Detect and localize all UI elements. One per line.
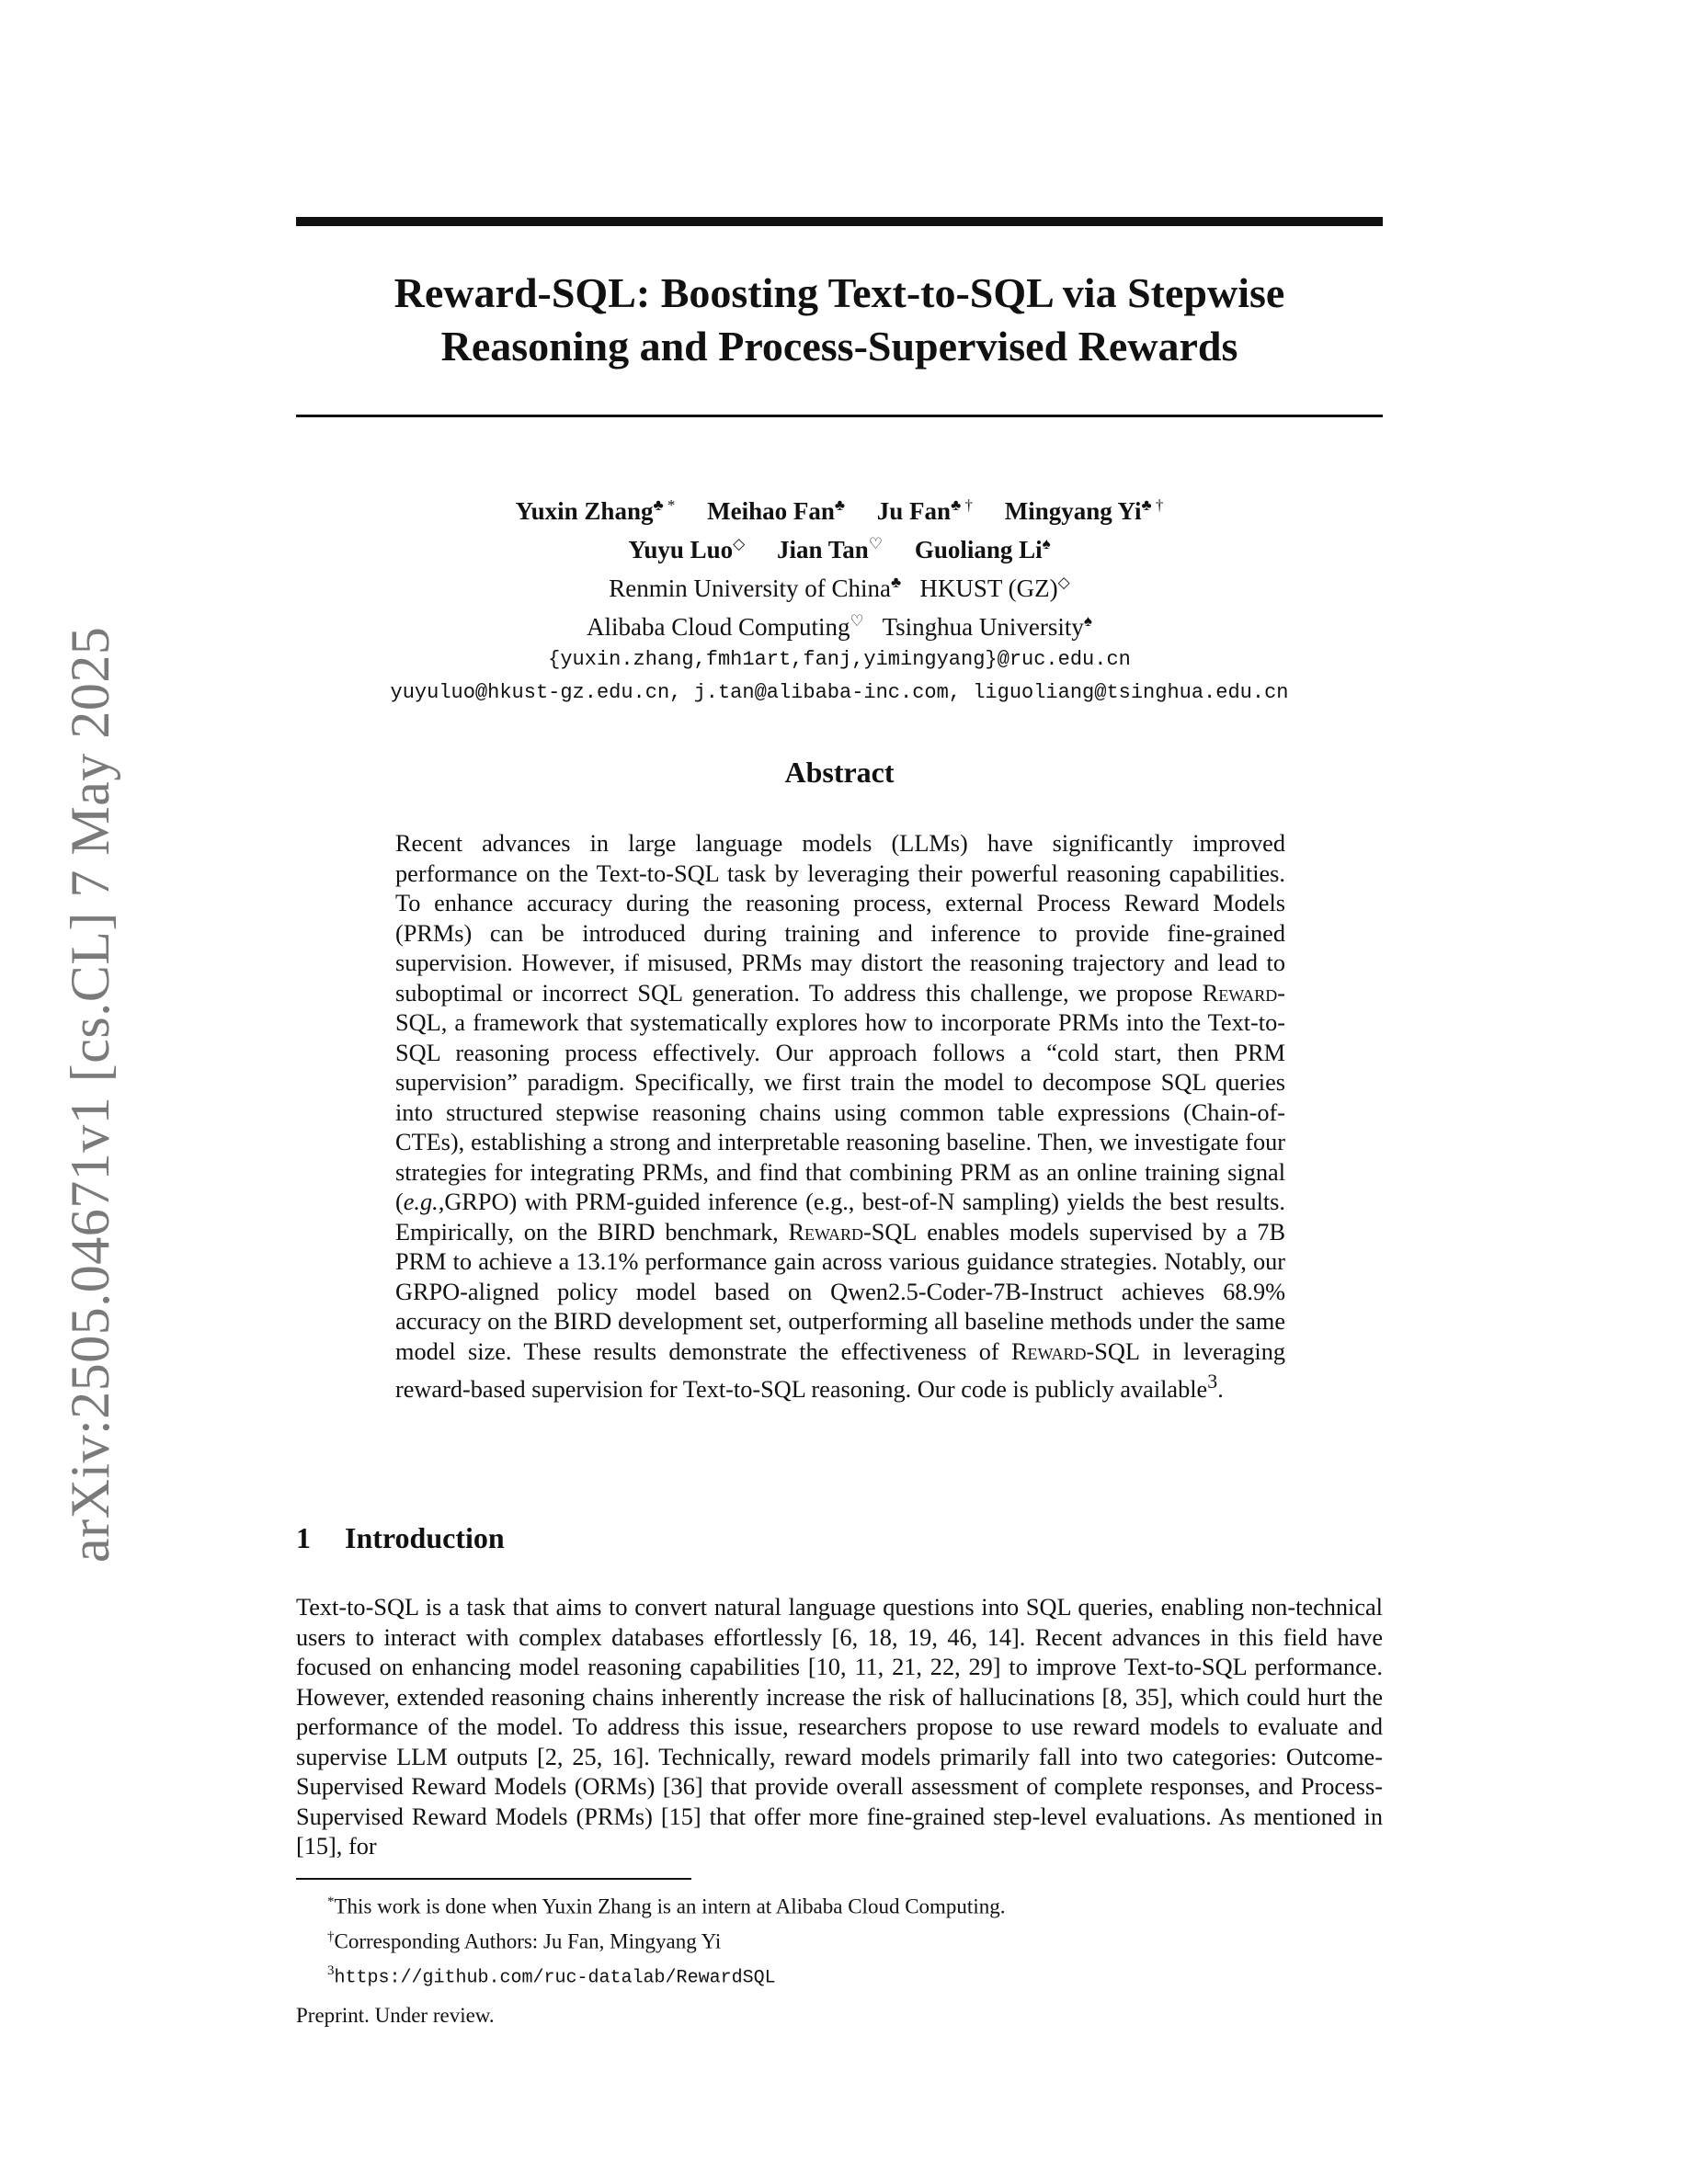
abstract-text: Recent advances in large language models (LLMs) have significantly improved performance on the Text-to-SQL task by leveraging their powerful reasoning capabilities. To enhance accuracy during the reasoning process, external Process Reward Models (PRMs) can be introduced during training and inference to provide fine-grained supervision. However, if misused, PRMs may distort the reasoning trajectory and lead to suboptimal or incorrect SQL generation. To address this challenge, we propose [395, 830, 1285, 1007]
affiliation-mark: ♠ [1083, 612, 1092, 630]
footnote-text: Corresponding Authors: Ju Fan, Mingyang Yi [334, 1929, 722, 1953]
introduction-paragraph: Text-to-SQL is a task that aims to convert natural language questions into SQL queries, enabling non-technical users to interact with complex databases effortlessly [6, 18, 19, 46, 14]. Recent advances in this field have focused on enhancing model reasoning capabilities [10, 11, 21, 22, 29] to improve Text-to-SQL performance. However, extended reasoning chains inherently increase the risk of hallucinations [8, 35], which could hurt the performance of the model. To address this issue, researchers propose to use reward models to evaluate and supervise LLM outputs [2, 25, 16]. Technically, reward models primarily fall into two categories: Outcome-Supervised Reward Models (ORMs) [36] that provide overall assessment of complete responses, and Process-Supervised Reward Models (PRMs) [15] that offer more fine-grained step-level evaluations. As mentioned in [15], for [296, 1594, 1383, 1860]
affiliation-mark: ◇ [1057, 574, 1070, 591]
section-title: Introduction [345, 1521, 505, 1554]
footnote-item [327, 1956, 1005, 1994]
footnote-mark: † [327, 1928, 335, 1944]
abstract-body [395, 829, 1285, 1405]
author-name: Jian Tan [777, 536, 869, 563]
abstract-heading: Abstract [784, 756, 895, 789]
author-name: Guoliang Li [914, 536, 1043, 563]
affiliation-name: Renmin University of China [609, 574, 891, 602]
abstract-text: , a framework that systematically explores how to incorporate PRMs into the Text-to-SQL reasoning process effectively. Our approach follows a “cold start, then PRM supervision” paradigm. Specifically, we first train the model to decompose SQL queries into structured stepwise reasoning chains using common table expressions (Chain-of-CTEs), establishing a strong and interpretable reasoning baseline. Then, we investigate four strategies for integrating PRMs, and find that combining PRM as an online training signal ( [395, 1009, 1285, 1215]
method-name: Reward-SQL [395, 979, 1285, 1036]
title-line-1: Reward-SQL: Boosting Text-to-SQL via Stepwise [393, 269, 1285, 316]
abstract-text: GRPO) with PRM-guided inference (e.g., best-of-N sampling) yields the best results. Empirically, on the BIRD benchmark, [395, 1189, 1285, 1246]
email-line-1: {yuxin.zhang,fmh1art,fanj,yimingyang}@ruc.edu.cn [548, 648, 1131, 671]
author-line-2 [296, 528, 1383, 566]
author-name: Ju Fan [876, 497, 952, 525]
author-mark: ♣ † [1141, 496, 1164, 514]
arxiv-stamp: arXiv:2505.04671v1 [cs.CL] 7 May 2025 [60, 626, 120, 1563]
title-line-2: Reasoning and Process-Supervised Rewards [440, 323, 1238, 370]
author-line-1 [296, 489, 1383, 528]
author-name: Yuyu Luo [628, 536, 734, 563]
section-heading-introduction [296, 1521, 505, 1555]
abstract-italic: e.g., [403, 1189, 445, 1215]
author-mark: ♣ † [951, 496, 973, 514]
footnote-mark: 3 [327, 1963, 335, 1979]
author-name: Yuxin Zhang [515, 497, 654, 525]
email-line-2: yuyuluo@hkust-gz.edu.cn, j.tan@alibaba-inc.com, liguoliang@tsinghua.edu.cn [390, 681, 1289, 704]
footnote-link[interactable]: https://github.com/ruc-datalab/RewardSQL [334, 1967, 776, 1989]
footnote-rule [296, 1878, 691, 1880]
footnote-item [327, 1922, 1005, 1957]
affiliation-mark: ♡ [850, 612, 864, 630]
abstract-text: in leveraging reward-based supervision for Text-to-SQL reasoning. Our code is publicly available [395, 1337, 1285, 1403]
footnote-mark: * [327, 1894, 335, 1909]
author-mark: ♠ [1042, 535, 1051, 552]
footnote-text: This work is done when Yuxin Zhang is an intern at Alibaba Cloud Computing. [334, 1894, 1006, 1918]
paper-title [296, 267, 1383, 373]
footnotes [327, 1887, 1005, 1994]
abstract-text: enables models supervised by a 7B PRM to achieve a 13.1% performance gain across various guidance strategies. Notably, our GRPO-aligned policy model based on Qwen2.5-Coder-7B-Instruct achieves 68.9% accuracy on the BIRD development set, outperforming all baseline methods under the same model size. These results demonstrate the effectiveness of [395, 1218, 1285, 1365]
footnote-ref[interactable]: 3 [1207, 1370, 1218, 1393]
author-mark: ◇ [733, 535, 746, 552]
affiliation-line-2 [296, 605, 1383, 643]
author-mark: ♡ [868, 535, 884, 552]
affiliation-mark: ♣ [890, 574, 902, 591]
footnote-item [327, 1887, 1005, 1922]
affiliation-name: Alibaba Cloud Computing [587, 613, 850, 641]
author-block [296, 489, 1383, 710]
affiliation-line-1 [296, 566, 1383, 605]
preprint-note: Preprint. Under review. [296, 2004, 495, 2027]
author-mark: ♣ [834, 496, 846, 514]
method-name: Reward-SQL [788, 1218, 918, 1246]
abstract-text: . [1217, 1375, 1224, 1403]
section-number: 1 [296, 1521, 311, 1554]
author-name: Mingyang Yi [1004, 497, 1142, 525]
method-name: Reward-SQL [1010, 1337, 1140, 1365]
title-top-rule [296, 217, 1383, 226]
author-name: Meihao Fan [707, 497, 835, 525]
title-bottom-rule [296, 415, 1383, 417]
affiliation-name: Tsinghua University [882, 613, 1084, 641]
affiliation-name: HKUST (GZ) [919, 574, 1058, 602]
author-mark: ♣ * [653, 496, 676, 514]
